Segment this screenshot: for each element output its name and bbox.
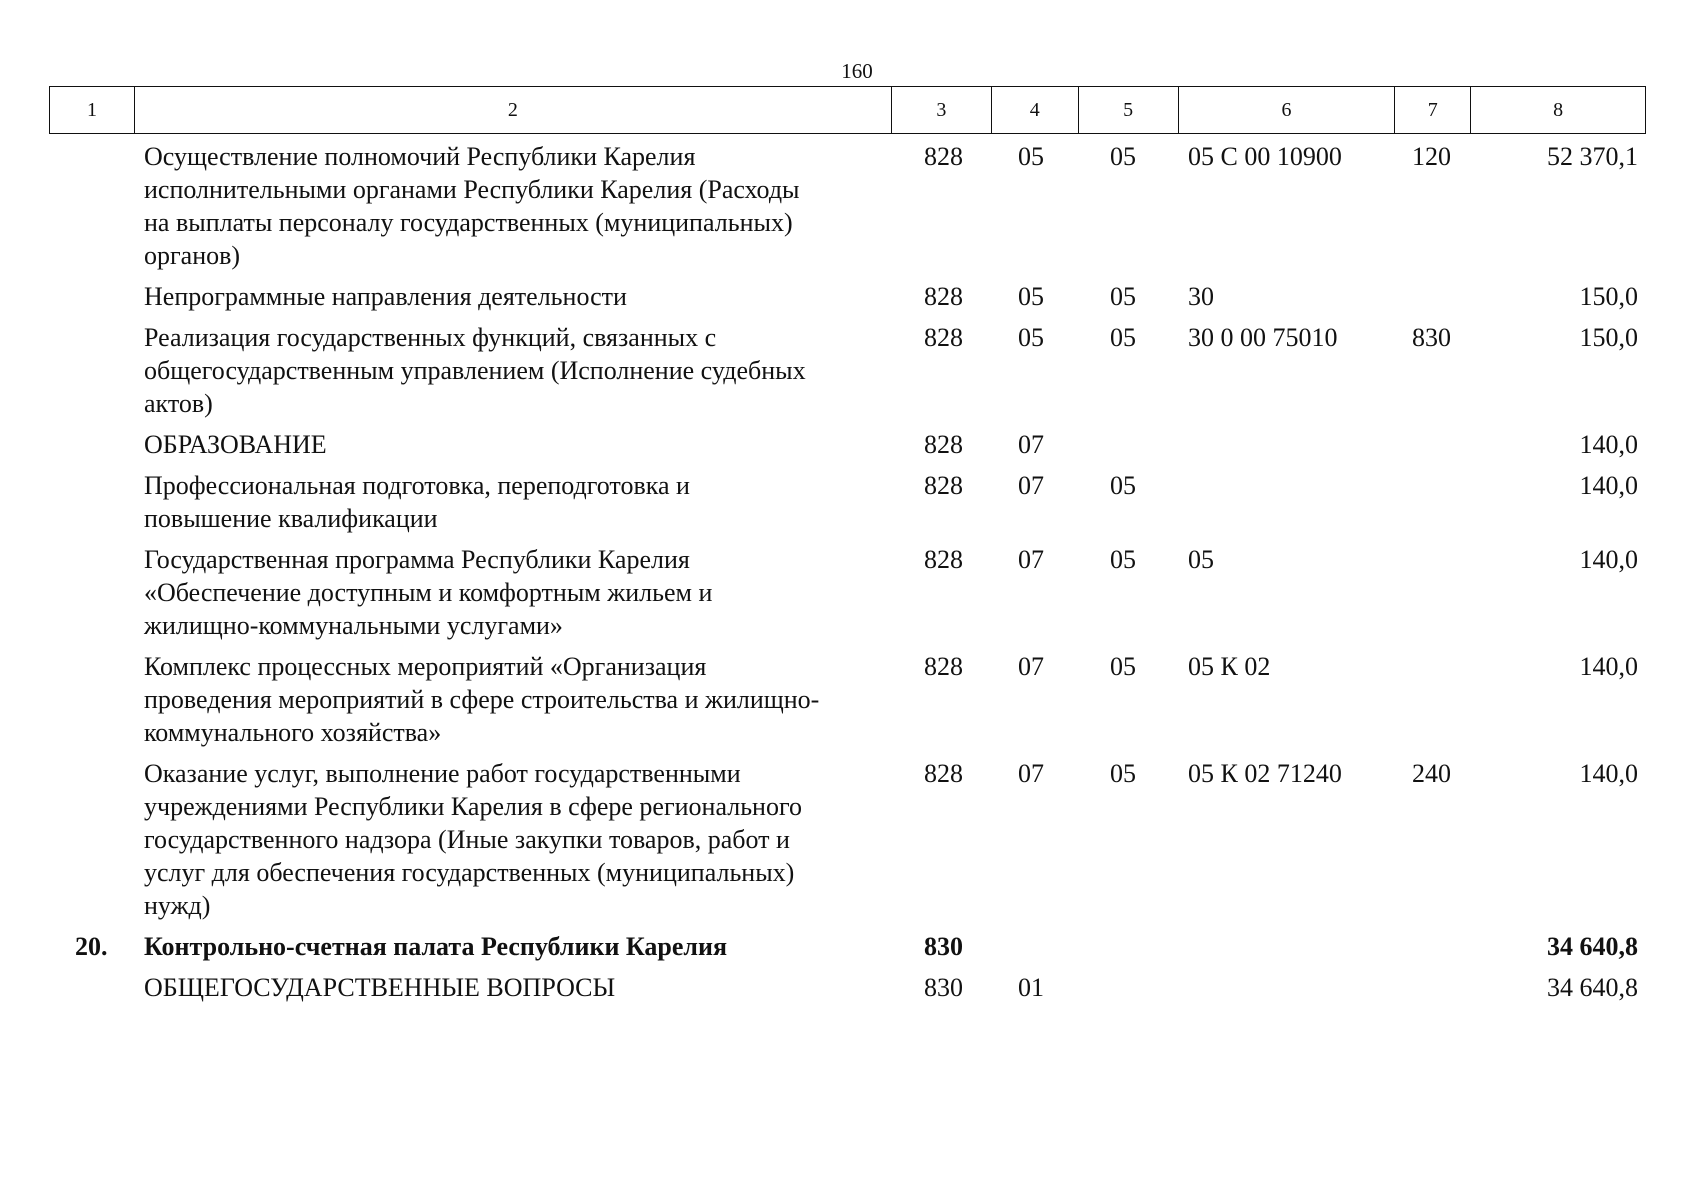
row-name-line: Комплекс процессных мероприятий «Организация xyxy=(144,652,707,681)
row-name xyxy=(134,930,892,963)
row-col-8: 34 640,8 xyxy=(1547,932,1638,961)
row-col-7: 240 xyxy=(1412,759,1451,788)
table-row xyxy=(49,280,1646,313)
row-name-line: «Обеспечение доступным и комфортным жильем и xyxy=(144,578,713,607)
row-col-4: 07 xyxy=(1018,471,1044,500)
row-col-6: 30 xyxy=(1188,282,1214,311)
row-name-line: Профессиональная подготовка, переподготовка и xyxy=(144,471,690,500)
header-col-6: 6 xyxy=(1179,87,1396,133)
table-row xyxy=(49,650,1646,749)
row-col-6: 30 0 00 75010 xyxy=(1188,323,1338,352)
row-col-3: 828 xyxy=(924,759,963,788)
row-col-3: 828 xyxy=(924,430,963,459)
table-row xyxy=(49,930,1646,963)
row-col-5: 05 xyxy=(1110,759,1136,788)
row-col-8: 34 640,8 xyxy=(1547,973,1638,1002)
row-name-line: на выплаты персоналу государственных (муниципальных) xyxy=(144,208,793,237)
row-col-3: 830 xyxy=(924,973,963,1002)
row-name-line: учреждениями Республики Карелия в сфере регионального xyxy=(144,792,802,821)
row-col-8: 140,0 xyxy=(1579,759,1638,788)
row-name-line: услуг для обеспечения государственных (муниципальных) xyxy=(144,858,795,887)
row-name-line: ОБЩЕГОСУДАРСТВЕННЫЕ ВОПРОСЫ xyxy=(144,973,616,1002)
table-row xyxy=(49,757,1646,922)
row-number: 20. xyxy=(75,932,108,961)
row-col-4: 05 xyxy=(1018,323,1044,352)
row-col-3: 828 xyxy=(924,142,963,171)
row-name xyxy=(134,280,892,313)
row-col-3: 828 xyxy=(924,471,963,500)
row-name-line: исполнительными органами Республики Карелия (Расходы xyxy=(144,175,800,204)
row-name-line: Осуществление полномочий Республики Карелия xyxy=(144,142,696,171)
row-col-3: 828 xyxy=(924,545,963,574)
row-col-3: 828 xyxy=(924,323,963,352)
row-name xyxy=(134,469,892,535)
table-row xyxy=(49,140,1646,272)
row-col-4: 05 xyxy=(1018,282,1044,311)
row-name-line: органов) xyxy=(144,241,241,270)
table-row xyxy=(49,543,1646,642)
row-name xyxy=(134,650,892,749)
table-body xyxy=(49,134,1646,1004)
row-name-line: государственного надзора (Иные закупки товаров, работ и xyxy=(144,825,790,854)
row-col-4: 05 xyxy=(1018,142,1044,171)
row-name-line: актов) xyxy=(144,389,213,418)
row-col-5: 05 xyxy=(1110,323,1136,352)
row-name-line: Реализация государственных функций, связанных с xyxy=(144,323,717,352)
header-col-4: 4 xyxy=(992,87,1079,133)
table-row xyxy=(49,469,1646,535)
row-name-line: нужд) xyxy=(144,891,211,920)
row-name-line: Государственная программа Республики Карелия xyxy=(144,545,690,574)
row-col-3: 830 xyxy=(924,932,963,961)
row-name-line: Оказание услуг, выполнение работ государственными xyxy=(144,759,741,788)
row-col-4: 07 xyxy=(1018,430,1044,459)
row-col-5: 05 xyxy=(1110,471,1136,500)
row-col-4: 01 xyxy=(1018,973,1044,1002)
row-col-3: 828 xyxy=(924,652,963,681)
header-col-7: 7 xyxy=(1395,87,1471,133)
row-col-4: 07 xyxy=(1018,759,1044,788)
header-col-5: 5 xyxy=(1079,87,1179,133)
header-col-1: 1 xyxy=(50,87,135,133)
row-col-5: 05 xyxy=(1110,142,1136,171)
row-name xyxy=(134,428,892,461)
row-col-8: 140,0 xyxy=(1579,430,1638,459)
row-col-8: 150,0 xyxy=(1579,282,1638,311)
row-col-3: 828 xyxy=(924,282,963,311)
row-col-5: 05 xyxy=(1110,545,1136,574)
row-name-line: общегосударственным управлением (Исполнение судебных xyxy=(144,356,806,385)
row-col-8: 150,0 xyxy=(1579,323,1638,352)
row-col-6: 05 С 00 10900 xyxy=(1188,142,1342,171)
row-name-line: Непрограммные направления деятельности xyxy=(144,282,627,311)
row-col-8: 52 370,1 xyxy=(1547,142,1638,171)
row-col-8: 140,0 xyxy=(1579,545,1638,574)
row-name-line: проведения мероприятий в сфере строительства и жилищно- xyxy=(144,685,820,714)
row-name xyxy=(134,543,892,642)
row-name-line: повышение квалификации xyxy=(144,504,438,533)
table-row xyxy=(49,971,1646,1004)
row-name xyxy=(134,757,892,922)
table-row xyxy=(49,428,1646,461)
row-name xyxy=(134,140,892,272)
table-row xyxy=(49,321,1646,420)
row-col-6: 05 К 02 71240 xyxy=(1188,759,1342,788)
row-col-5: 05 xyxy=(1110,282,1136,311)
row-col-5: 05 xyxy=(1110,652,1136,681)
header-col-8: 8 xyxy=(1553,98,1564,121)
row-col-8: 140,0 xyxy=(1579,471,1638,500)
row-name-line: ОБРАЗОВАНИЕ xyxy=(144,430,327,459)
row-col-4: 07 xyxy=(1018,652,1044,681)
page-number: 160 xyxy=(841,59,873,83)
table-header xyxy=(49,86,1646,134)
header-col-2: 2 xyxy=(135,87,892,133)
row-col-6: 05 К 02 xyxy=(1188,652,1271,681)
row-name-line: коммунального хозяйства» xyxy=(144,718,442,747)
row-name-line: жилищно-коммунальными услугами» xyxy=(144,611,563,640)
row-col-7: 830 xyxy=(1412,323,1451,352)
row-name-line: Контрольно-счетная палата Республики Карелия xyxy=(144,932,728,961)
row-col-4: 07 xyxy=(1018,545,1044,574)
header-col-3: 3 xyxy=(892,87,992,133)
row-name xyxy=(134,321,892,420)
row-name xyxy=(134,971,892,1004)
row-col-8: 140,0 xyxy=(1579,652,1638,681)
row-col-6: 05 xyxy=(1188,545,1214,574)
row-col-7: 120 xyxy=(1412,142,1451,171)
